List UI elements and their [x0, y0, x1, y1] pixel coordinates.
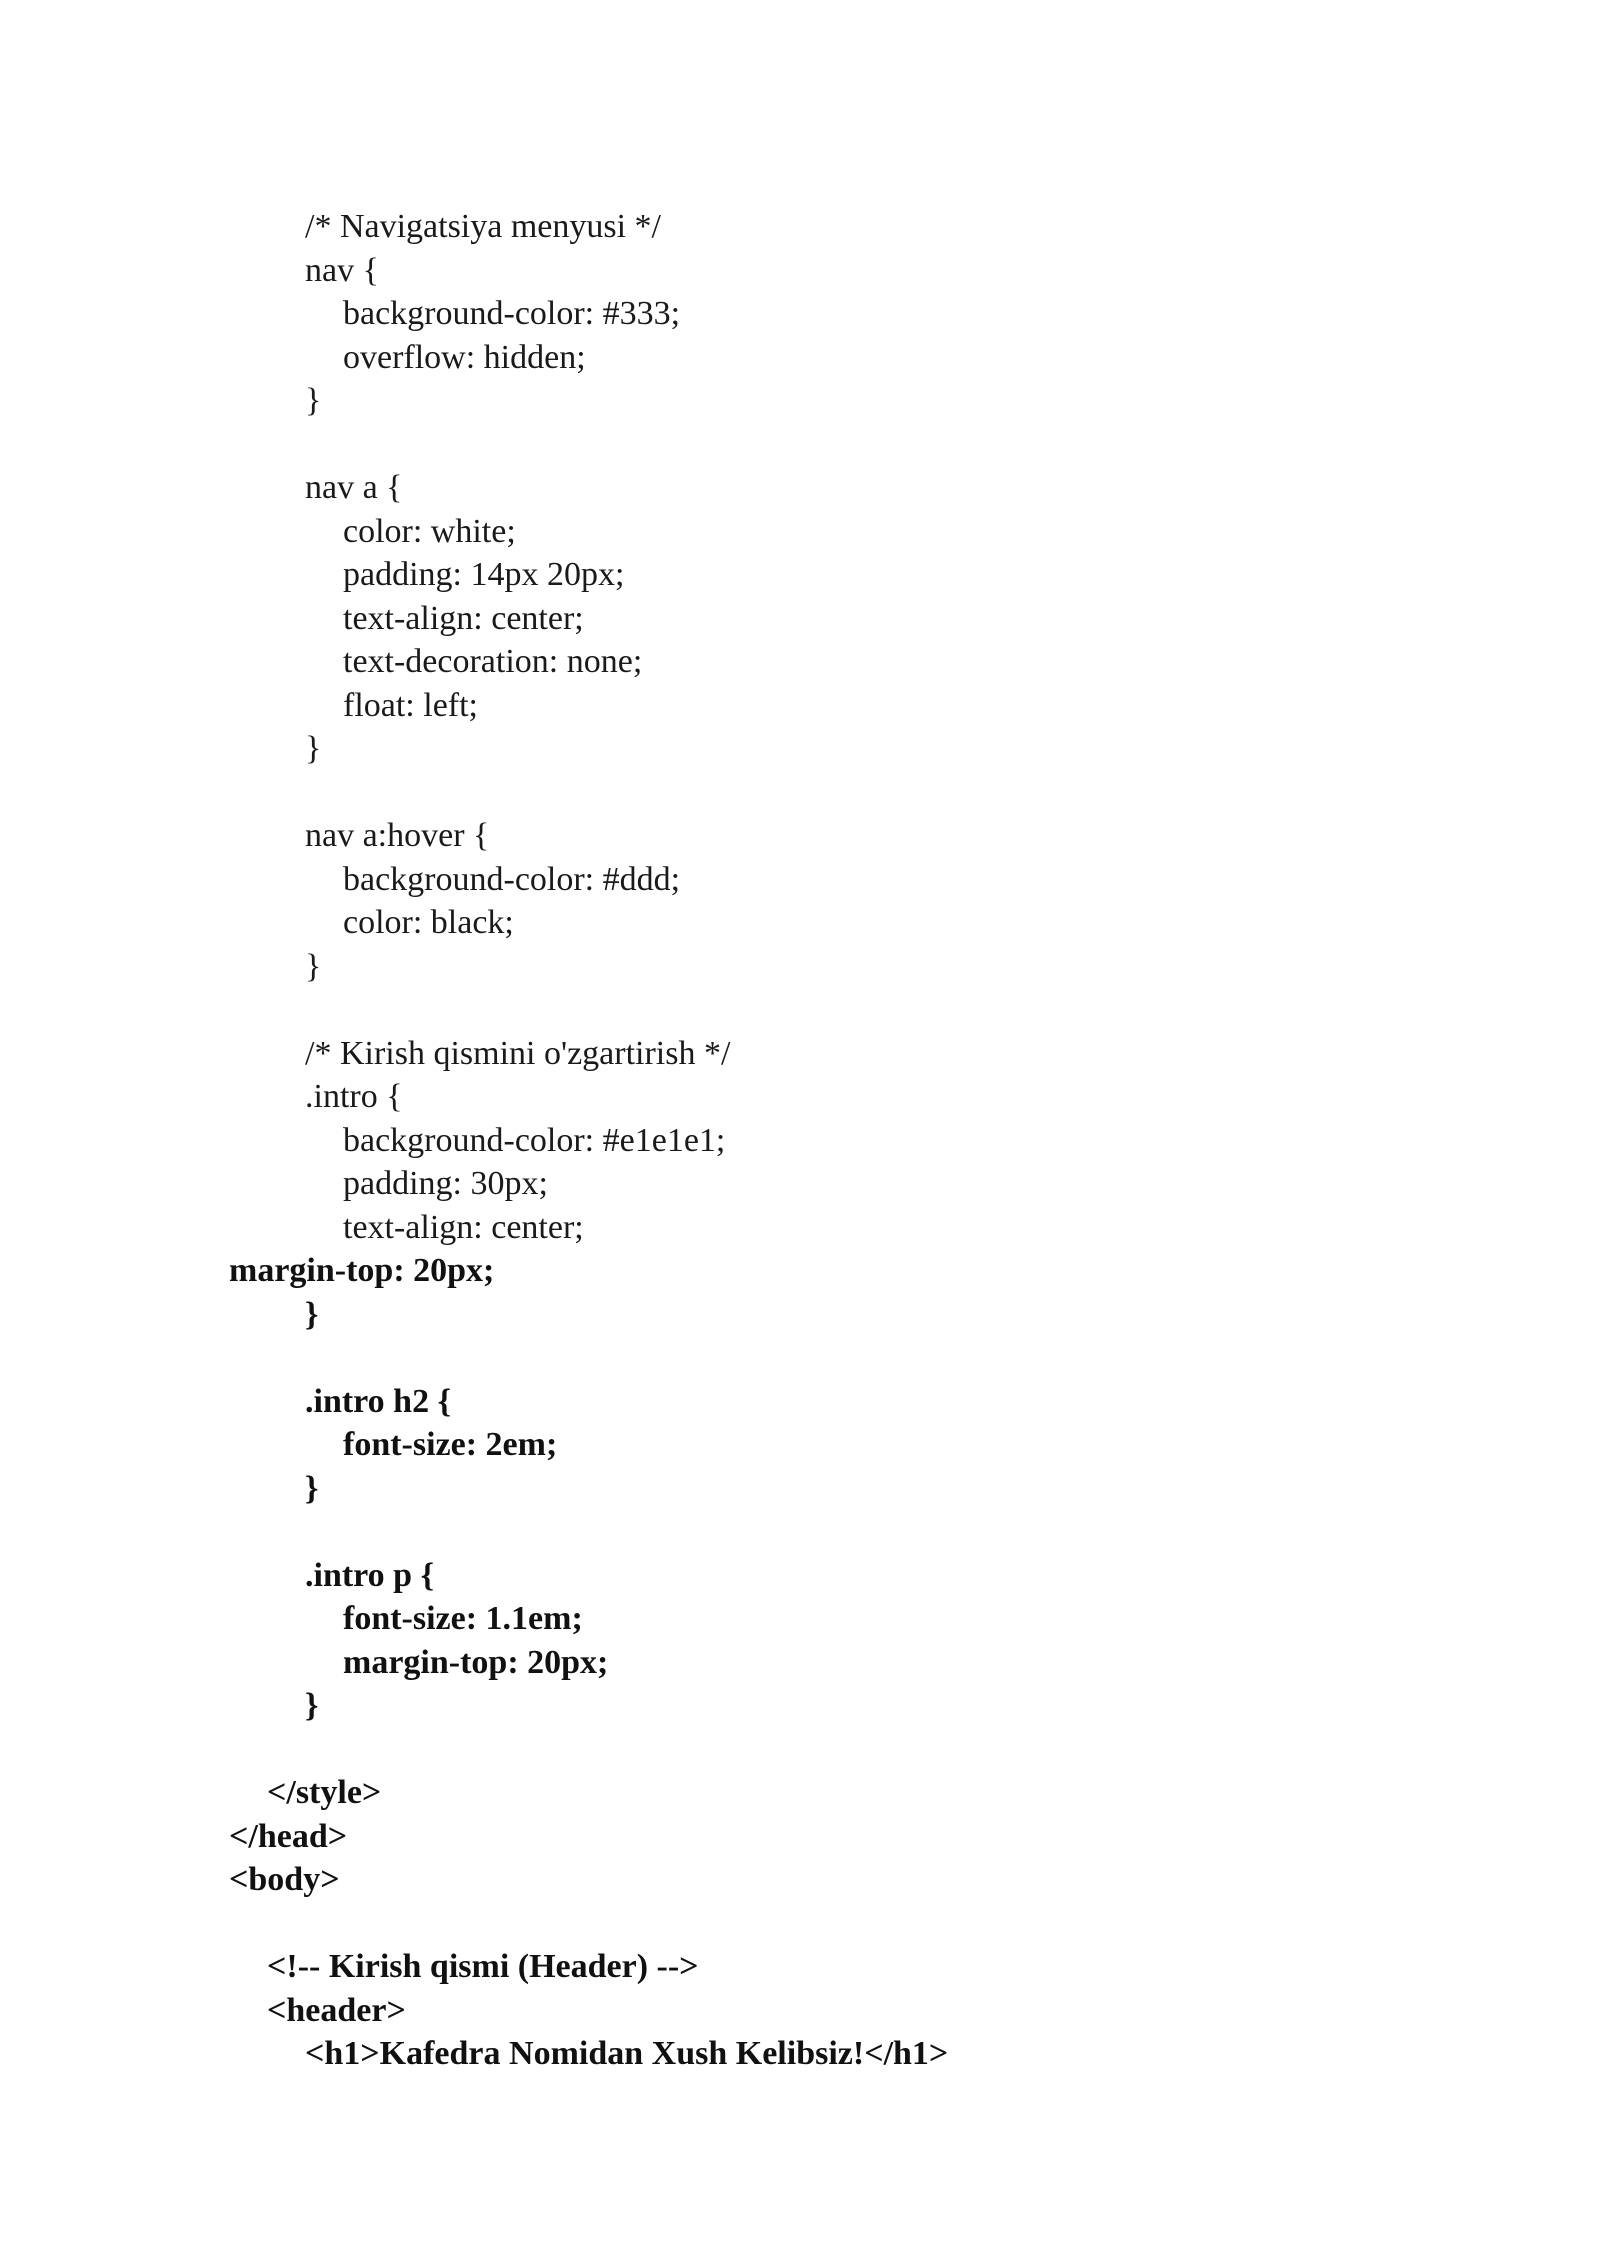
code-line: text-align: center; — [343, 1209, 584, 1246]
code-line: /* Navigatsiya menyusi */ — [305, 208, 662, 245]
code-line: text-align: center; — [343, 600, 584, 637]
code-line: .intro h2 { — [305, 1383, 451, 1420]
code-line: <h1>Kafedra Nomidan Xush Kelibsiz!</h1> — [305, 2035, 949, 2072]
code-line: <header> — [267, 1992, 406, 2029]
code-line: font-size: 2em; — [343, 1426, 558, 1463]
code-line: nav a { — [305, 469, 403, 506]
code-line: } — [305, 730, 322, 767]
code-line: nav a:hover { — [305, 817, 490, 854]
code-line: color: white; — [343, 513, 516, 550]
code-line: font-size: 1.1em; — [343, 1600, 583, 1637]
code-line: </style> — [267, 1774, 382, 1811]
code-line: <body> — [229, 1861, 340, 1898]
code-line: margin-top: 20px; — [229, 1252, 495, 1289]
code-line: margin-top: 20px; — [343, 1644, 609, 1681]
code-line: padding: 14px 20px; — [343, 556, 625, 593]
code-line: background-color: #333; — [343, 295, 681, 332]
code-line: color: black; — [343, 904, 514, 941]
code-line: .intro p { — [305, 1557, 434, 1594]
code-line: } — [305, 382, 322, 419]
code-line: background-color: #ddd; — [343, 861, 681, 898]
code-line: nav { — [305, 252, 379, 289]
code-line: </head> — [229, 1818, 348, 1855]
code-line: } — [305, 1687, 319, 1724]
code-line: <!-- Kirish qismi (Header) --> — [267, 1948, 699, 1985]
code-line: background-color: #e1e1e1; — [343, 1122, 726, 1159]
code-line: padding: 30px; — [343, 1165, 548, 1202]
code-line: text-decoration: none; — [343, 643, 643, 680]
code-line: .intro { — [305, 1078, 403, 1115]
code-line: } — [305, 948, 322, 985]
code-line: float: left; — [343, 687, 479, 724]
code-line: /* Kirish qismini o'zgartirish */ — [305, 1035, 731, 1072]
code-line: } — [305, 1296, 319, 1333]
code-line: } — [305, 1470, 319, 1507]
code-line: overflow: hidden; — [343, 339, 586, 376]
